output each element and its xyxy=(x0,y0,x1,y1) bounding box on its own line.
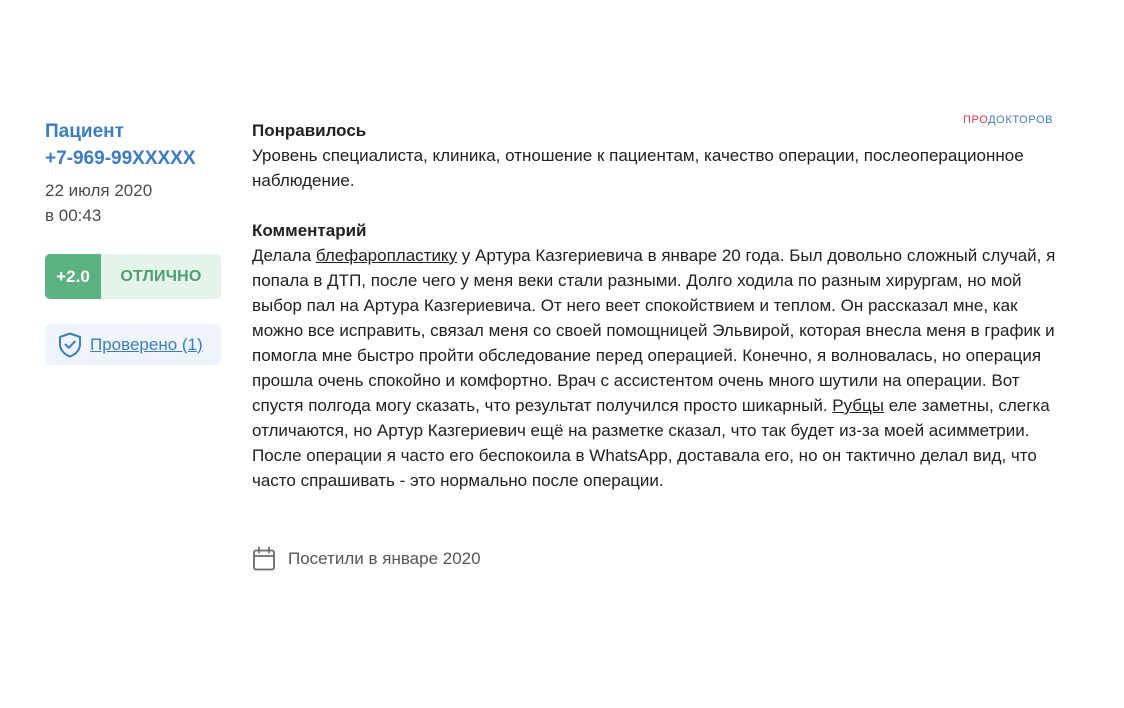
calendar-icon xyxy=(252,546,276,572)
comment-text-part3: еле заметны, слегка отличаются, но Артур Казгериевич ещё на разметке сказал, что так будет из-за моей асимметрии. После операции я часто его беспокоила в WhatsApp, доставала его, но он тактично делал вид, что часто спрашивать - это нормально после операции. xyxy=(252,396,1050,490)
rating-badge xyxy=(45,254,221,299)
verified-badge xyxy=(45,324,221,365)
review-author xyxy=(45,118,225,228)
comment-text xyxy=(252,243,1062,493)
rating-label: ОТЛИЧНО xyxy=(120,267,202,285)
verified-link[interactable]: Проверено (1) xyxy=(90,334,203,354)
visit-info xyxy=(252,546,481,572)
logo-part-doctors: ДОКТОРОВ xyxy=(988,114,1054,126)
review-date: 22 июля 2020 xyxy=(45,181,153,200)
liked-title: Понравилось xyxy=(252,121,367,140)
review-time: в 00:43 xyxy=(45,206,102,225)
liked-section xyxy=(252,118,1062,193)
logo-part-pro: ПРО xyxy=(963,114,989,126)
review-content xyxy=(252,118,1062,493)
comment-text-part2: у Артура Казгериевича в январе 20 года. Был довольно сложный случай, я попала в ДТП, после чего у меня веки стали разными. Долго ходила по разным хирургам, но мой выбор пал на Артура Казгериевича. От него веет спокойствием и теплом. Он рассказал мне, как можно все исправить, связал меня со своей помощницей Эльвирой, которая внесла меня в график и помогла мне быстро пройти обследование перед операцией. Конечно, я волновалась, но операция прошла очень спокойно и комфортно. Врач с ассистентом очень много шутили на операции. Вот спустя полгода могу сказать, что результат получился просто шикарный. xyxy=(252,246,1056,415)
scars-link[interactable]: Рубцы xyxy=(832,396,885,415)
visit-date-text: Посетили в январе 2020 xyxy=(288,549,481,568)
comment-title: Комментарий xyxy=(252,221,367,240)
comment-section xyxy=(252,218,1062,493)
shield-check-icon xyxy=(58,332,82,358)
blepharoplasty-link[interactable]: блефаропластику xyxy=(315,246,458,265)
comment-text-part1: Делала xyxy=(252,246,316,265)
liked-text: Уровень специалиста, клиника, отношение к пациентам, качество операции, послеоперационное наблюдение. xyxy=(252,146,1024,190)
author-phone[interactable]: +7-969-99XXXXX xyxy=(45,148,196,169)
rating-score: +2.0 xyxy=(45,254,101,299)
author-name-line1[interactable]: Пациент xyxy=(45,121,124,142)
